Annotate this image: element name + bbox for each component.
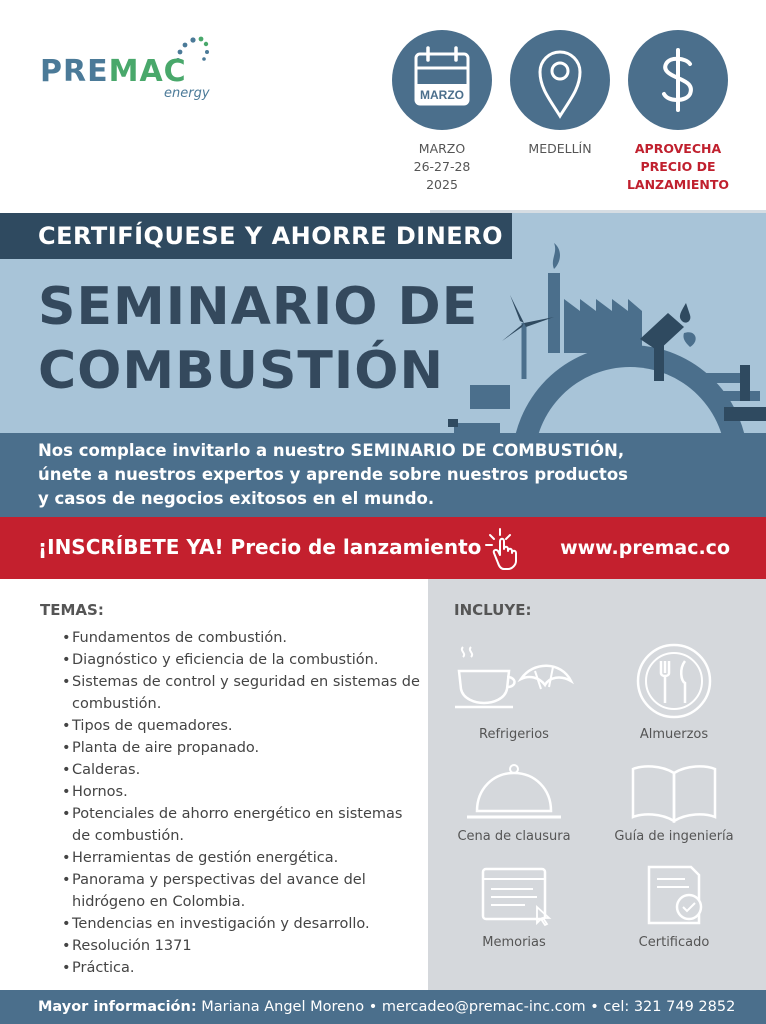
topics-title: TEMAS: bbox=[40, 601, 104, 619]
list-item: • Planta de aire propanado. bbox=[62, 737, 422, 759]
list-item: • Sistemas de control y seguridad en sistemas de combustión. bbox=[62, 671, 422, 715]
event-location: MEDELLÍN bbox=[528, 141, 592, 156]
cloche-icon bbox=[449, 763, 579, 823]
list-item: • Diagnóstico y eficiencia de la combustión. bbox=[62, 649, 422, 671]
include-certificate: Certificado bbox=[604, 863, 744, 950]
event-date: MARZO 26-27-28 2025 bbox=[413, 141, 471, 192]
include-memories: Memorias bbox=[444, 863, 584, 950]
industrial-globe-illustration bbox=[440, 233, 766, 433]
seminar-title: SEMINARIO DE COMBUSTIÓN bbox=[38, 277, 479, 401]
list-item: • Tendencias en investigación y desarrollo. bbox=[62, 913, 422, 935]
list-item: • Tipos de quemadores. bbox=[62, 715, 422, 737]
launch-price-note: APROVECHA PRECIO DE LANZAMIENTO bbox=[626, 141, 730, 192]
browser-window-icon bbox=[449, 863, 579, 929]
dollar-icon bbox=[628, 30, 728, 130]
certificate-icon bbox=[609, 863, 739, 929]
invitation-text: Nos complace invitarlo a nuestro SEMINARIO DE COMBUSTIÓN, únete a nuestros expertos y aprende sobre nuestros productos y casos de negocios exitosos en el mundo. bbox=[0, 433, 766, 517]
click-hand-icon bbox=[482, 525, 528, 571]
price-circle bbox=[628, 30, 728, 130]
certification-banner: CERTIFÍQUESE Y AHORRE DINERO bbox=[0, 213, 512, 259]
website-link[interactable]: www.premac.co bbox=[560, 537, 730, 559]
logo-subtitle: energy bbox=[164, 86, 210, 101]
footer-label: Mayor información: bbox=[38, 999, 197, 1015]
date-circle bbox=[392, 30, 492, 130]
list-item: • Potenciales de ahorro energético en sistemas de combustión. bbox=[62, 803, 422, 847]
include-lunch: Almuerzos bbox=[604, 641, 744, 742]
includes-title: INCLUYE: bbox=[454, 601, 532, 619]
list-item: • Panorama y perspectivas del avance del hidrógeno en Colombia. bbox=[62, 869, 422, 913]
calendar-month-label: MARZO bbox=[420, 88, 464, 102]
footer-contact: Mariana Angel Moreno • mercadeo@premac-inc.com • cel: 321 749 2852 bbox=[201, 999, 736, 1015]
plate-cutlery-icon bbox=[609, 641, 739, 721]
list-item: • Práctica. bbox=[62, 957, 422, 979]
list-item: • Calderas. bbox=[62, 759, 422, 781]
include-closing-dinner: Cena de clausura bbox=[444, 763, 584, 844]
calendar-icon bbox=[392, 30, 492, 130]
registration-banner bbox=[0, 517, 766, 579]
includes-panel bbox=[428, 579, 766, 990]
map-pin-icon bbox=[510, 30, 610, 130]
list-item: • Hornos. bbox=[62, 781, 422, 803]
header bbox=[0, 0, 766, 212]
include-engineering-guide: Guía de ingeniería bbox=[604, 763, 744, 844]
location-circle bbox=[510, 30, 610, 130]
list-item: • Herramientas de gestión energética. bbox=[62, 847, 422, 869]
open-book-icon bbox=[609, 763, 739, 823]
premac-logo bbox=[40, 30, 220, 100]
coffee-croissant-icon bbox=[449, 641, 579, 721]
list-item: • Fundamentos de combustión. bbox=[62, 627, 422, 649]
hero-section bbox=[0, 213, 766, 433]
register-cta-text[interactable]: ¡INSCRÍBETE YA! Precio de lanzamiento bbox=[38, 535, 482, 559]
topics-list bbox=[62, 627, 422, 979]
topics-panel bbox=[0, 579, 428, 990]
list-item: • Resolución 1371 bbox=[62, 935, 422, 957]
contact-footer bbox=[0, 990, 766, 1024]
logo-wordmark: PREMAC bbox=[40, 54, 187, 89]
include-refreshments: Refrigerios bbox=[444, 641, 584, 742]
